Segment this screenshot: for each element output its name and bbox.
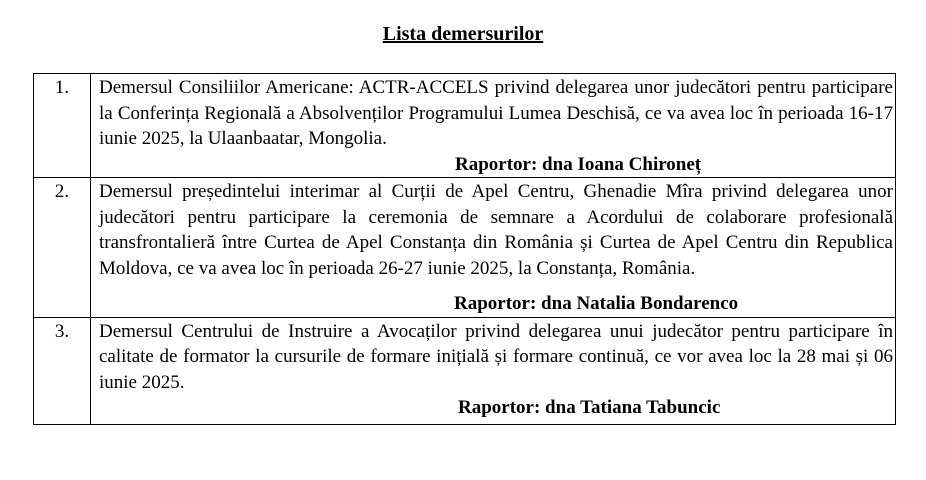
item-reporter: Raportor: dna Natalia Bondarenco [454, 293, 739, 314]
item-description: Demersul Centrului de Instruire a Avocaților privind delegarea unui judecător pentru participare în calitate de formator la cursurile de formare inițială și formare continuă, ce vor avea loc la 28 mai și 06 iunie 2025. [99, 320, 893, 393]
item-number: 3. [34, 317, 91, 424]
item-description: Demersul președintelui interimar al Curții de Apel Centru, Ghenadie Mîra privind delegarea unor judecători pentru participare la ceremonia de semnare a Acordului de colaborare profesională transfrontalieră între Curtea de Apel Constanța din România și Curtea de Apel Centru din Republica Moldova, ce va avea loc în perioada 26-27 iunie 2025, la Constanța, România. [99, 181, 893, 279]
demersuri-table [33, 73, 896, 425]
item-cell [91, 74, 896, 178]
item-number: 2. [34, 178, 91, 318]
table-row [34, 178, 896, 318]
document-title: Lista demersurilor [382, 23, 544, 45]
item-cell [91, 178, 896, 318]
item-reporter: Raportor: dna Ioana Chironeț [455, 153, 702, 175]
table-row [34, 317, 896, 424]
table-row [34, 74, 896, 178]
item-reporter: Raportor: dna Tatiana Tabuncic [458, 397, 721, 418]
item-description: Demersul Consiliilor Americane: ACTR-ACCELS privind delegarea unor judecători pentru participare la Conferința Regională a Absolvenților Programului Lumea Deschisă, ce va avea loc în perioada 16-17 iunie 2025, la Ulaanbaatar, Mongolia. [99, 77, 893, 149]
item-number: 1. [34, 74, 91, 178]
item-cell [91, 317, 896, 424]
